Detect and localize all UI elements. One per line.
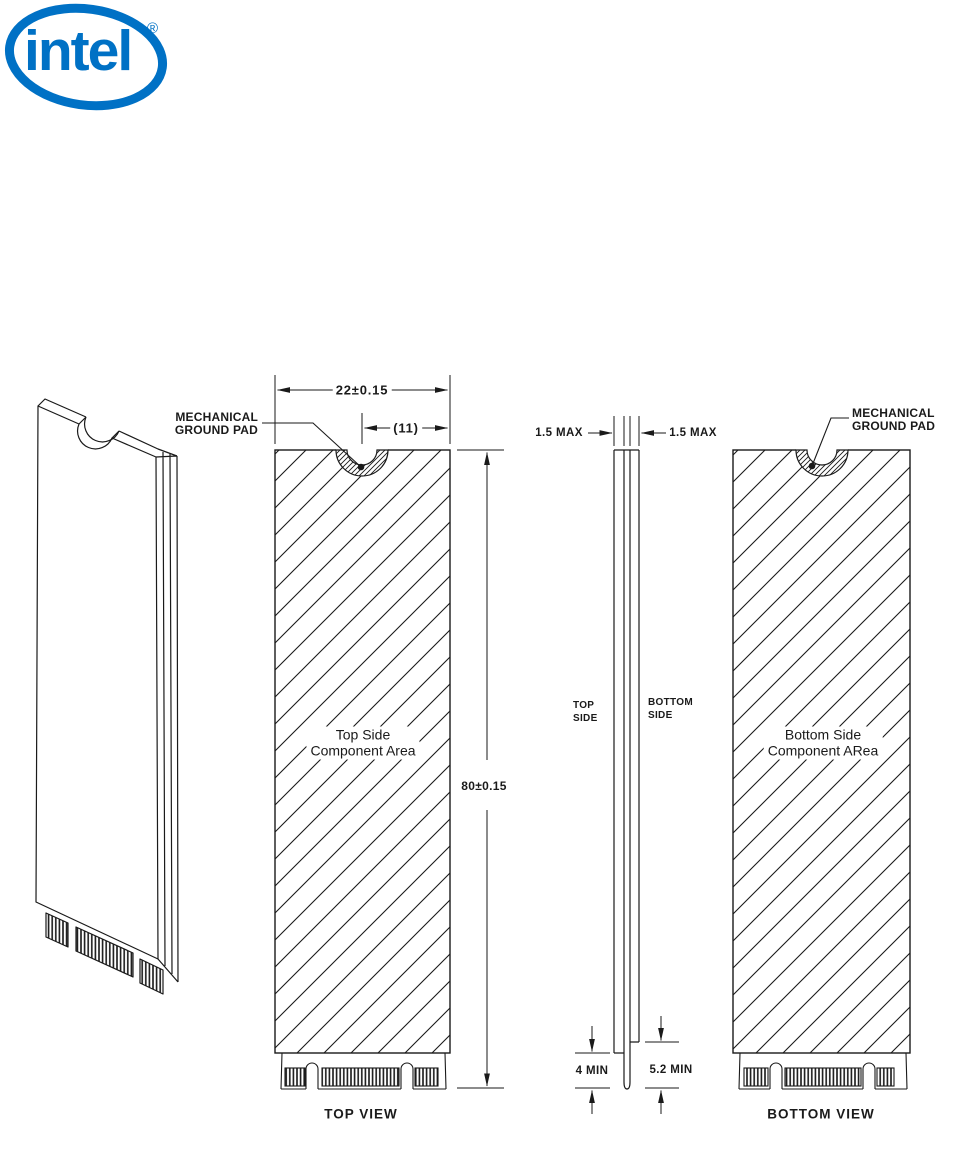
bottom-view-connector: [739, 1053, 907, 1089]
dim-max-right-label: 1.5 MAX: [669, 427, 717, 439]
top-component-area-label: Top Side Component Area: [306, 727, 419, 760]
registered-mark: ®: [147, 20, 159, 37]
ground-pad-label-right: MECHANICAL GROUND PAD: [852, 406, 936, 433]
dim-length-label: 80±0.15: [458, 779, 509, 793]
bottom-side-label: BOTTOM SIDE: [648, 697, 693, 721]
bottom-view-caption: BOTTOM VIEW: [767, 1106, 875, 1122]
side-view-extension-lines: [614, 416, 639, 446]
top-side-label: TOP SIDE: [573, 700, 598, 724]
side-view-profile: [614, 416, 639, 1089]
top-view-caption: TOP VIEW: [324, 1106, 398, 1122]
dim-width-label: 22±0.15: [333, 383, 392, 398]
dim-pad-min-label: 5.2 MIN: [649, 1064, 693, 1076]
intel-logo-text: intel: [24, 19, 132, 83]
dim-edge-min-label: 4 MIN: [575, 1065, 609, 1077]
dim-key-offset-label: (11): [390, 421, 422, 436]
isometric-view: [36, 399, 178, 994]
top-view-connector: [281, 1053, 446, 1089]
bottom-component-area-label: Bottom Side Component ARea: [764, 727, 883, 760]
dim-max-left-label: 1.5 MAX: [535, 427, 583, 439]
ground-pad-label-left: MECHANICAL GROUND PAD: [174, 410, 258, 437]
